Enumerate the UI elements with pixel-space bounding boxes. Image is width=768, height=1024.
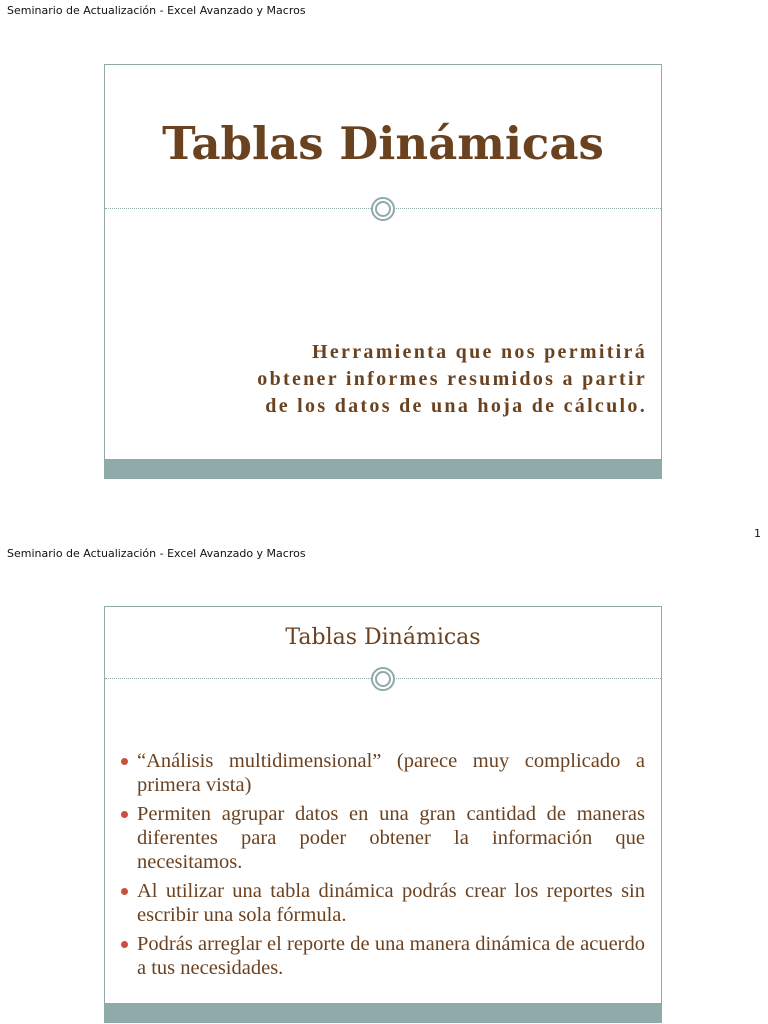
bullet-icon	[121, 811, 128, 818]
footer-bar	[105, 1003, 661, 1022]
slide-title: Tablas Dinámicas	[285, 625, 481, 650]
divider-circle-icon	[371, 197, 395, 221]
footer-bar	[105, 459, 661, 478]
page-number: 1	[754, 527, 761, 540]
page-header: Seminario de Actualización - Excel Avanzado y Macros	[7, 547, 306, 560]
bullet-icon	[121, 758, 128, 765]
list-item	[121, 932, 645, 980]
slide-1	[104, 64, 662, 479]
page-header: Seminario de Actualización - Excel Avanzado y Macros	[7, 4, 306, 17]
subtitle-line: obtener informes resumidos a partir	[257, 368, 647, 390]
slide-subtitle	[147, 339, 647, 420]
list-item	[121, 879, 645, 927]
bullet-text: Podrás arreglar el reporte de una manera dinámica de acuerdo a tus necesidades.	[137, 933, 645, 979]
bullet-text: “Análisis multidimensional” (parece muy complicado a primera vista)	[137, 750, 645, 796]
bullet-icon	[121, 888, 128, 895]
bullet-icon	[121, 941, 128, 948]
bullet-list	[121, 749, 645, 985]
divider-circle-icon	[371, 667, 395, 691]
list-item	[121, 749, 645, 797]
subtitle-line: Herramienta que nos permitirá	[312, 341, 647, 363]
list-item	[121, 802, 645, 874]
bullet-text: Permiten agrupar datos en una gran cantidad de maneras diferentes para poder obtener la información que necesitamos.	[137, 803, 645, 873]
bullet-text: Al utilizar una tabla dinámica podrás crear los reportes sin escribir una sola fórmula.	[137, 880, 645, 926]
subtitle-line: de los datos de una hoja de cálculo.	[265, 395, 647, 417]
slide-2	[104, 606, 662, 1023]
slide-title: Tablas Dinámicas	[162, 117, 604, 170]
